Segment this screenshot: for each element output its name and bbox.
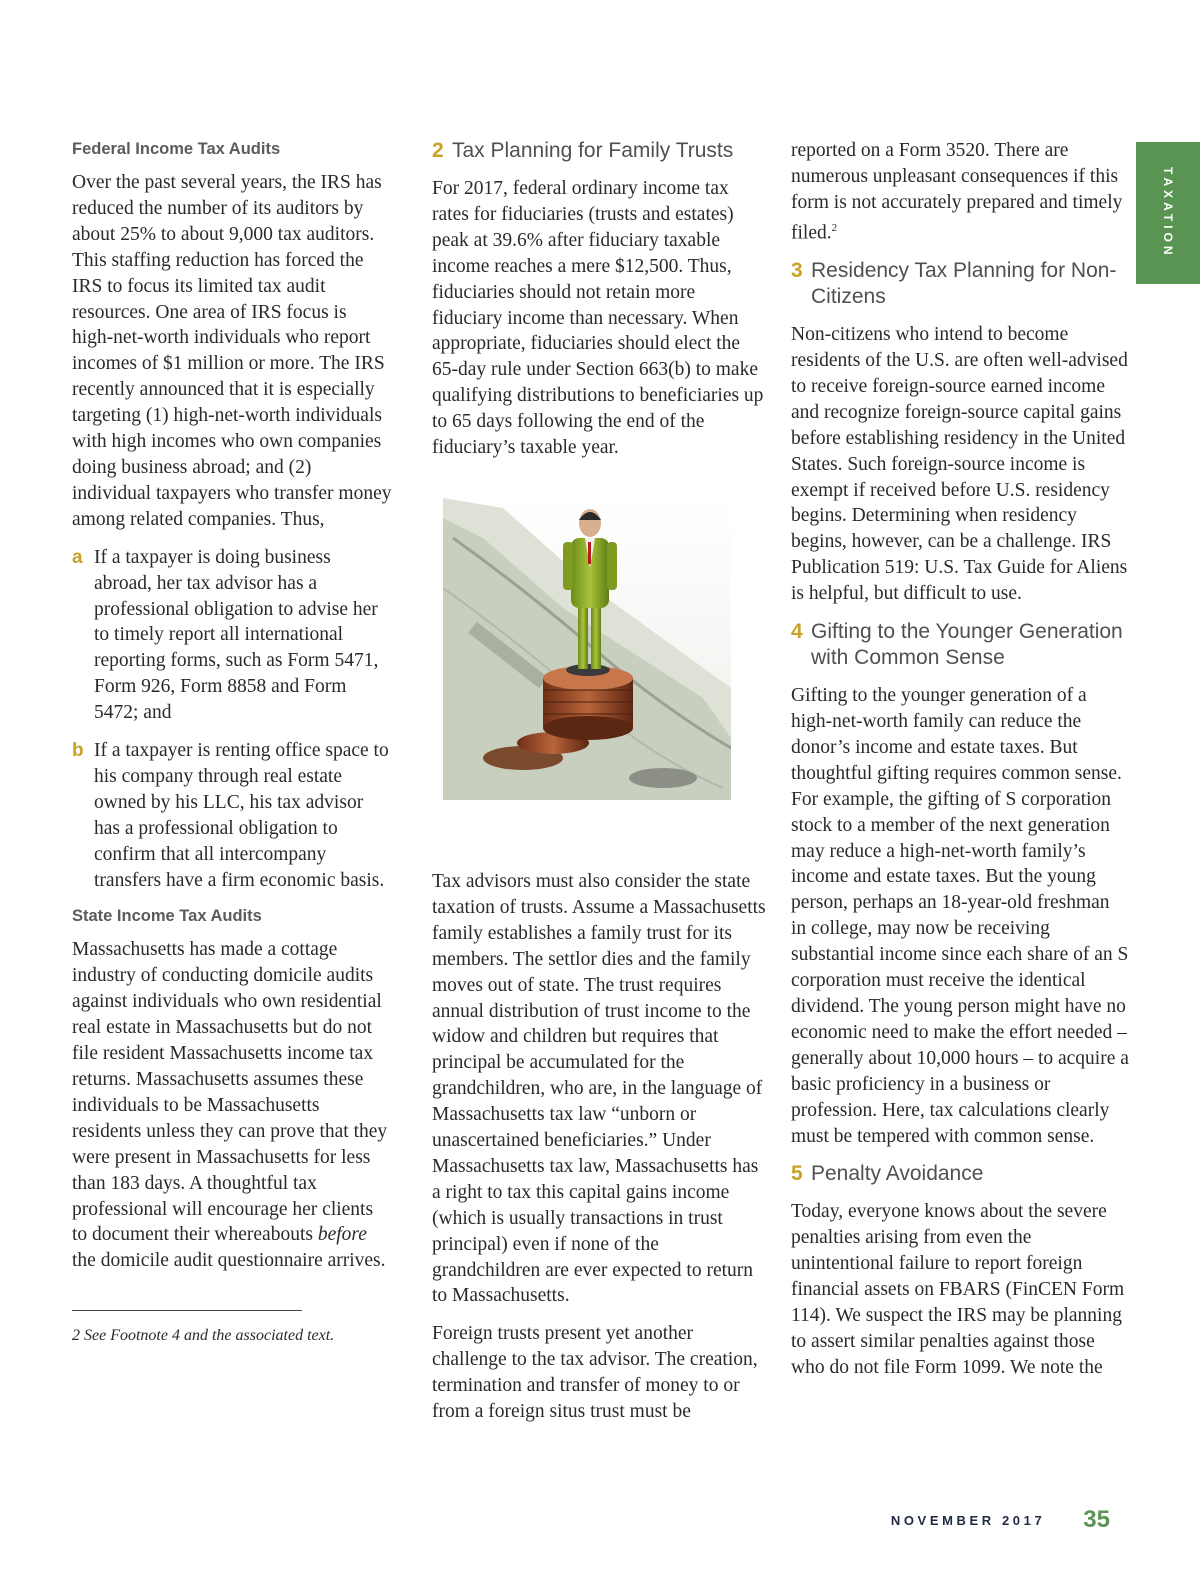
page-number: 35	[1083, 1506, 1110, 1533]
section-tab-label: TAXATION	[1161, 167, 1175, 259]
section-heading-5: 5 Penalty Avoidance	[791, 1162, 984, 1186]
list-item-b	[72, 738, 392, 893]
list-item-a	[72, 545, 392, 726]
paragraph: Over the past several years, the IRS has reduced the number of its auditors by about 25% to about 9,000 tax auditors. This staffing reduction has forced the IRS to focus its limited tax audit resources. One area of IRS focus is high-net-worth individuals who report incomes of $1 million or more. The IRS recently announced that it is especially targeting (1) high-net-worth individuals with high incomes who own companies doing business abroad; and (2) individual taxpayers who transfer money among related companies. Thus,	[72, 172, 392, 530]
paragraph: Massachusetts has made a cottage industry of conducting domicile audits against individuals who own residential real estate in Massachusetts but do not file resident Massachusetts income tax returns. Massachusetts assumes these individuals to be Massachusetts residents unless they can prove that they were present in Massachusetts for less than 183 days. A thoughtful tax professional will encourage her clients to document their whereabouts before the domicile audit questionnaire arrives.	[72, 939, 388, 1272]
section-heading-4: 4 Gifting to the Younger Generation with Common Sense	[791, 620, 1123, 670]
list-item-text: If a taxpayer is doing business abroad, her tax advisor has a professional obligation to advise her to timely report all international reporting forms, such as Form 5471, Form 926, Form 8858 and Form 5472; and	[94, 546, 379, 724]
list-marker: a	[72, 546, 83, 568]
section-heading-3: 3 Residency Tax Planning for Non-Citizens	[791, 259, 1117, 309]
list-item-text: If a taxpayer is renting office space to his company through real estate owned by his LLC, his tax advisor has a professional obligation to confirm that all intercompany transfers have a firm economic basis.	[94, 740, 389, 891]
column-1	[72, 138, 392, 1347]
photo-businessman-on-coins	[443, 498, 731, 800]
paragraph: For 2017, federal ordinary income tax rates for fiduciaries (trusts and estates) peak at 39.6% after fiduciary taxable income reaches a mere $12,500. Thus, fiduciaries should not retain more fiduciary income than necessary. When appropriate, fiduciaries should elect the 65-day rule under Section 663(b) to make qualifying distributions to beneficiaries up to 65 days following the end of the fiduciary’s taxable year.	[432, 178, 764, 459]
heading-state-audits: State Income Tax Audits	[72, 907, 262, 926]
paragraph: Today, everyone knows about the severe penalties arising from even the unintentional failure to report foreign financial assets on FBARS (FinCEN Form 114). We suspect the IRS may be planning to assert similar penalties against those who do not file Form 1099. We note the	[791, 1201, 1125, 1378]
paragraph: Foreign trusts present yet another challenge to the tax advisor. The creation, termination and transfer of money to or from a foreign situs trust must be	[432, 1323, 758, 1423]
paragraph: Gifting to the younger generation of a high-net-worth family can reduce the donor’s income and estate taxes. But thoughtful gifting requires common sense. For example, the gifting of S corporation stock to a member of the next generation may reduce a high-net-worth family’s income and estate taxes. But the young person, perhaps an 18-year-old freshman in college, may now be receiving substantial income since each share of an S corporation must receive the identical dividend. The young person might have no economic need to make the effort needed – generally about 10,000 hours – to acquire a basic proficiency in a business or profession. Here, tax calculations clearly must be tempered with common sense.	[791, 685, 1129, 1147]
footnote: 2 See Footnote 4 and the associated text.	[72, 1327, 335, 1345]
page-footer	[840, 1505, 1110, 1535]
paragraph: Tax advisors must also consider the state taxation of trusts. Assume a Massachusetts family establishes a family trust for its members. The settlor dies and the family moves out of state. The trust requires annual distribution of trust income to the widow and children but requires that principal be accumulated for the grandchildren, who are, in the language of Massachusetts tax law “unborn or unascertained beneficiaries.” Under Massachusetts tax law, Massachusetts has a right to tax this capital gains income (which is usually transactions in trust principal) even if none of the grandchildren are ever expected to return to Massachusetts.	[432, 870, 766, 1307]
section-tab	[1136, 142, 1200, 284]
column-3	[791, 138, 1129, 1381]
paragraph: Non-citizens who intend to become residents of the U.S. are often well-advised to receive foreign-source earned income and recognize foreign-source capital gains before establishing residency in the United States. Such foreign-source income is exempt if received before U.S. residency begins. Determining when residency begins, however, can be a challenge. IRS Publication 519: U.S. Tax Guide for Aliens is helpful, but difficult to use.	[791, 324, 1128, 605]
footnote-divider	[72, 1310, 302, 1311]
list-marker: b	[72, 740, 84, 762]
paragraph: reported on a Form 3520. There are numerous unpleasant consequences if this form is not accurately prepared and timely filed.$^2$	[791, 140, 1123, 244]
heading-federal-audits: Federal Income Tax Audits	[72, 140, 281, 158]
section-heading-2: 2 Tax Planning for Family Trusts	[432, 139, 734, 162]
issue-date: NOVEMBER 2017	[890, 1512, 1046, 1528]
